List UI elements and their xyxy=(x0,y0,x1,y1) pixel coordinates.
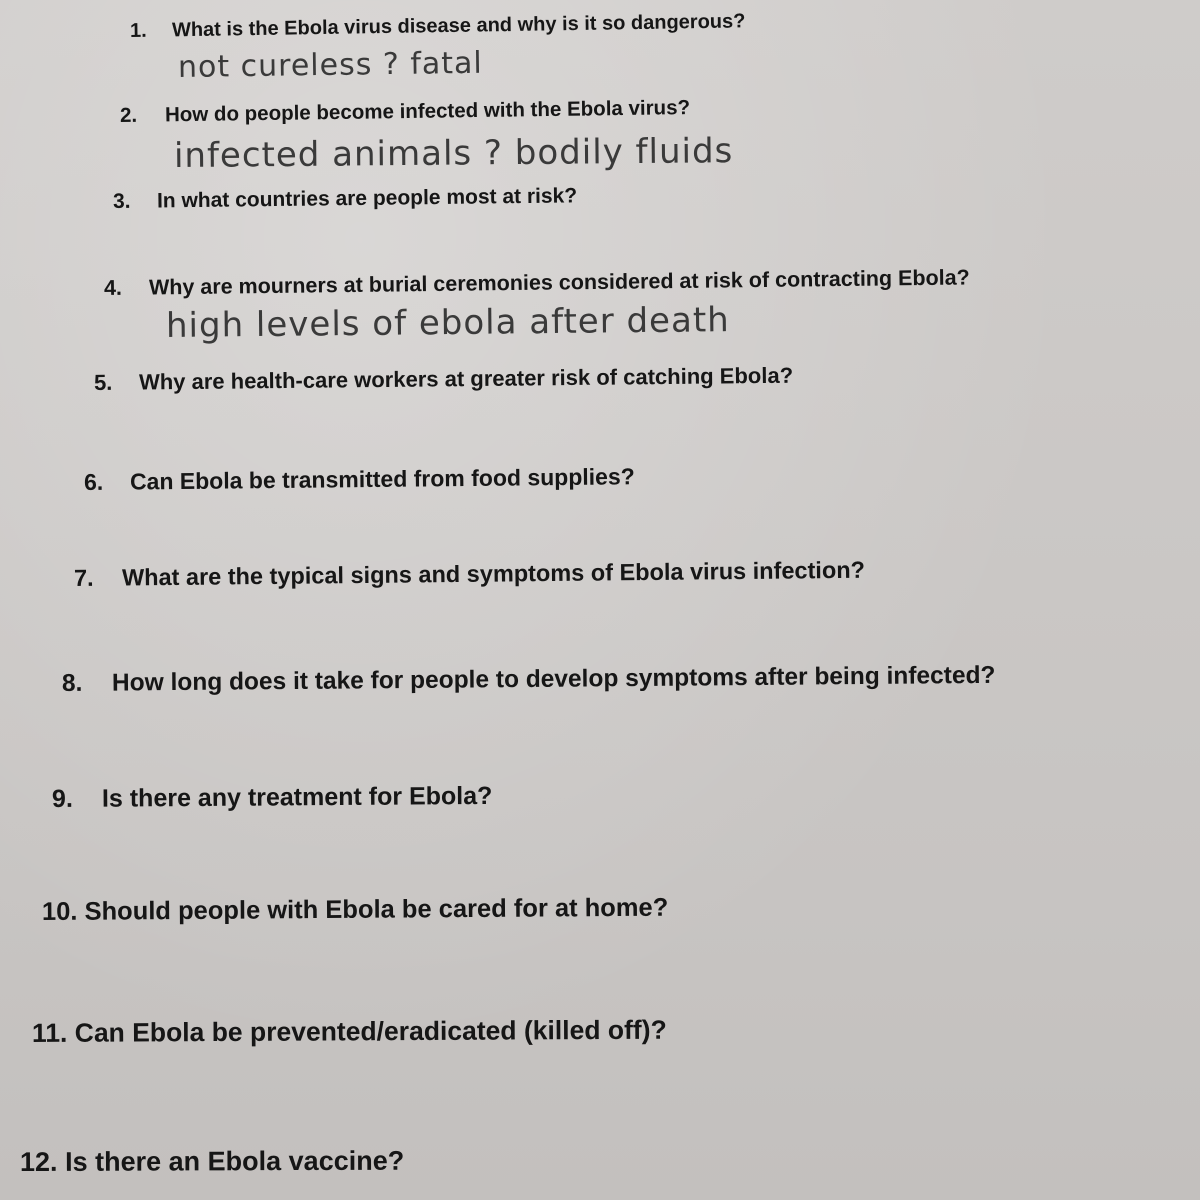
question-number: 12. xyxy=(19,1146,58,1177)
question-number: 4. xyxy=(103,275,123,300)
question-4 xyxy=(104,265,970,301)
question-text: In what countries are people most at risk? xyxy=(156,184,578,213)
question-1 xyxy=(130,10,746,43)
question-text: Why are mourners at burial ceremonies considered at risk of contracting Ebola? xyxy=(148,265,970,300)
question-text: How do people become infected with the Ebola virus? xyxy=(164,96,691,127)
question-6 xyxy=(84,463,635,496)
handwritten-answer-1: not cureless ? fatal xyxy=(177,45,483,85)
question-number: 5. xyxy=(93,369,113,395)
question-text: What are the typical signs and symptoms of Ebola virus infection? xyxy=(121,556,866,591)
question-number: 9. xyxy=(51,784,73,813)
handwritten-answer-4: high levels of ebola after death xyxy=(165,300,730,346)
question-number: 8. xyxy=(61,669,83,697)
question-text: Should people with Ebola be cared for at home? xyxy=(84,893,669,926)
question-10 xyxy=(42,894,668,927)
question-12 xyxy=(20,1146,404,1178)
question-number: 1. xyxy=(129,19,147,42)
question-text: How long does it take for people to develop symptoms after being infected? xyxy=(111,661,996,697)
question-3 xyxy=(113,184,577,214)
question-number: 2. xyxy=(119,103,138,127)
question-number: 11. xyxy=(31,1017,68,1048)
question-11 xyxy=(32,1015,667,1049)
question-number: 6. xyxy=(83,468,104,495)
question-8 xyxy=(62,662,996,698)
handwritten-answer-2: infected animals ? bodily fluids xyxy=(173,131,734,176)
question-5 xyxy=(94,363,793,396)
question-text: Can Ebola be transmitted from food supplies? xyxy=(129,463,635,495)
question-text: What is the Ebola virus disease and why is it so dangerous? xyxy=(171,10,746,42)
question-7 xyxy=(74,557,865,592)
question-number: 7. xyxy=(73,564,94,591)
question-text: Can Ebola be prevented/eradicated (killed off)? xyxy=(74,1014,667,1048)
question-number: 10. xyxy=(41,897,78,926)
question-text: Is there any treatment for Ebola? xyxy=(101,781,493,813)
question-number: 3. xyxy=(112,189,131,213)
question-text: Why are health-care workers at greater risk of catching Ebola? xyxy=(138,362,794,395)
question-2 xyxy=(120,96,690,128)
question-9 xyxy=(52,782,493,814)
question-text: Is there an Ebola vaccine? xyxy=(65,1145,405,1177)
